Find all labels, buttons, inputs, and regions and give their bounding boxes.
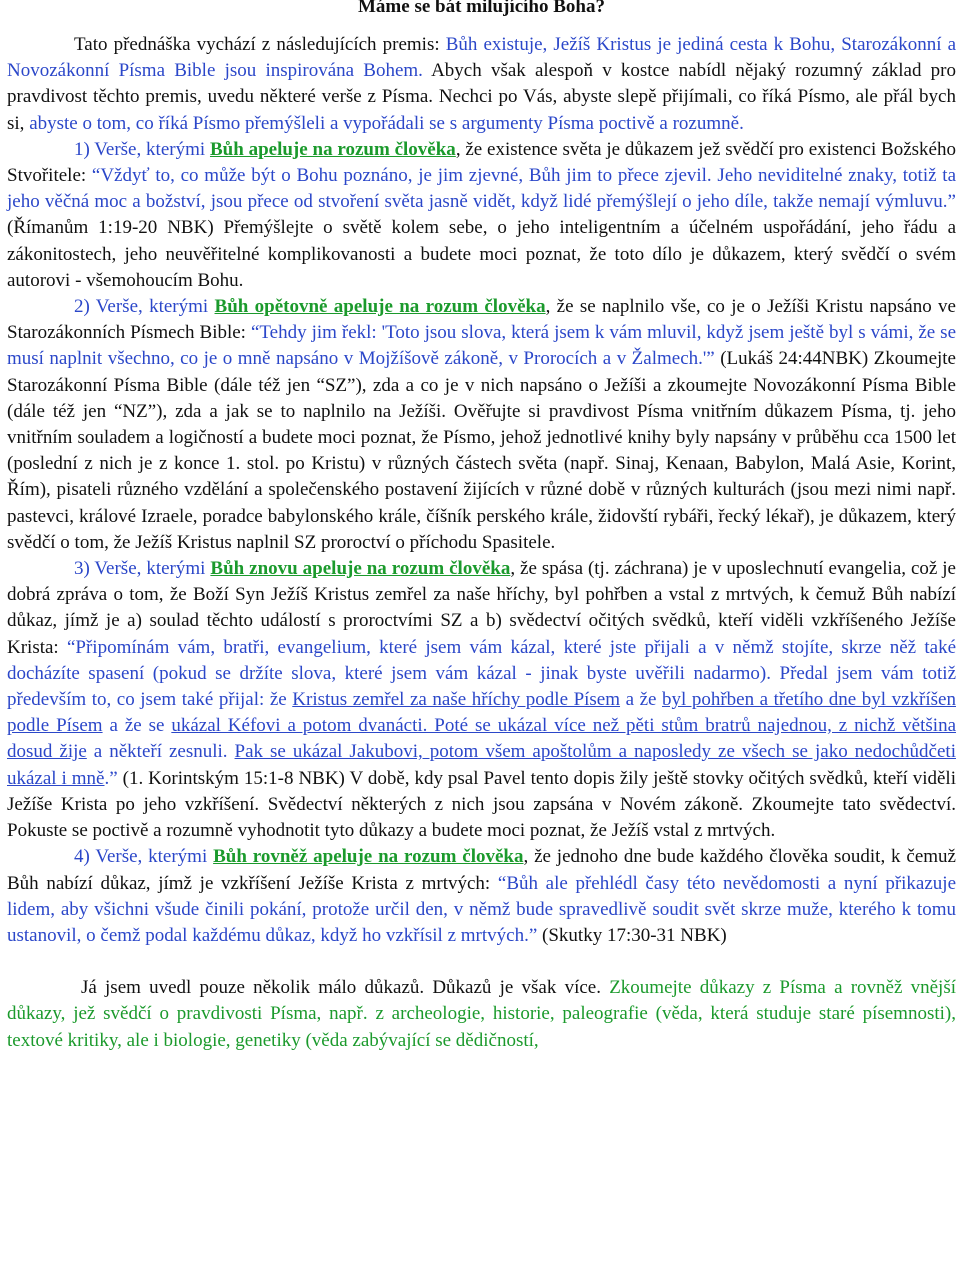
p3-quote-2: a že	[620, 689, 662, 711]
p4-quote: “Bůh ale přehlédl časy této nevědomosti a nyní přikazuje lidem, aby všichni všude činili pokání, protože určil den, v němž bude spravedlivě soudit svět skrze muže, kterého k tomu ustanovil, o čemž podal každému důkaz, když ho vzkřísil z mrtvých.”	[7, 872, 957, 946]
intro-paragraph	[7, 32, 956, 137]
p4-highlight: Bůh rovněž apeluje na rozum člověka	[213, 846, 524, 868]
p1-highlight: Bůh apeluje na rozum člověka	[209, 138, 456, 160]
p2-text: , že se naplnilo vše, co je o Ježíši Kristu napsáno ve Starozákonních Písmech Bible:	[7, 296, 956, 344]
p4-reference: (Skutky 17:30-31 NBK)	[537, 924, 727, 946]
p3-quote-end: .”	[104, 767, 118, 789]
p2-highlight: Bůh opětovně apeluje na rozum člověka	[214, 296, 546, 318]
p3-underline-4: Pak se ukázal Jakubovi, potom všem apoštolům a naposledy ze všech se jako nedochůdčeti ukázal i mně	[7, 741, 956, 789]
p3-quote-3: a že se	[102, 715, 172, 737]
p3-quote-4: a někteří zesnuli.	[86, 741, 235, 763]
paragraph-4	[7, 844, 956, 949]
intro-exhortation: abyste o tom, co říká Písmo přemýšleli a vypořádali se s argumenty Písma poctivě a rozumně.	[29, 112, 744, 134]
p3-highlight: Bůh znovu apeluje na rozum člověka	[210, 558, 511, 580]
p3-reference: (1. Korintským 15:1-8 NBK) V době, kdy psal Pavel tento dopis žily ještě stovky očitých svědků, kteří viděli Ježíše Krista po jeho vzkříšení. Svědectví některých z nich jsou zapsána v Novém zákoně. Zkoumejte tato svědectví. Pokuste se poctivě a rozumně vyhodnotit tyto důkazy a budete moci poznat, že Ježíš vstal z mrtvých.	[7, 767, 956, 842]
p1-quote: “Vždyť to, co může být o Bohu poznáno, je jim zjevné, Bůh jim to přece zjevil. Jeho neviditelné znaky, totiž ta jeho věčná moc a božství, jsou přece od stvoření světa jasně vidět, když lidé přemýšlejí o jeho díle, takže nemají výmluvu.”	[7, 165, 957, 213]
p4-lead: 4) Verše, kterými	[74, 846, 214, 868]
p1-lead: 1) Verše, kterými	[74, 138, 210, 160]
intro-premises: Bůh existuje, Ježíš Kristus je jediná cesta k Bohu, Starozákonní a Novozákonní Písma Bible jsou inspirována Bohem.	[7, 34, 956, 82]
p3-underline-1: Kristus zemřel za naše hříchy podle Písem	[292, 689, 621, 711]
p3-underline-2: byl pohřben a třetího dne byl vzkříšen podle Písem	[7, 689, 956, 737]
intro-text-1: Tato přednáška vychází z následujících premis:	[74, 34, 446, 55]
paragraph-3	[7, 556, 956, 844]
p1-reference: (Římanům 1:19-20 NBK) Přemýšlejte o světě kolem sebe, o jeho inteligentním a účelném uspořádání, jeho řádu a zákonitostech, jeho neuvěřitelné komplikovanosti a budete moci poznat, že toto dílo je důkazem, který svědčí o svém autorovi - všemohoucím Bohu.	[7, 217, 956, 291]
document-title: Máme se bát milujícího Boha?	[358, 0, 605, 17]
intro-text-2: Abych však alespoň v kostce nabídl nějaký rozumný základ pro pravdivost těchto premis, uvedu některé verše z Písma. Nechci po Vás, abyste slepě přijímali, co říká Písmo, ale přál bych si,	[7, 60, 957, 134]
paragraph-1	[7, 137, 956, 294]
p3-underline-3: ukázal Kéfovi a potom dvanácti. Poté se ukázal více než pěti stům bratrů najednou, z nichž většina dosud žije	[7, 715, 956, 763]
p4-text: , že jednoho dne bude každého člověka soudit, k čemuž Bůh nabízí důkaz, jímž je vzkříšení Ježíše Krista z mrtvých:	[7, 846, 956, 894]
p2-lead: 2) Verše, kterými	[74, 296, 215, 318]
paragraph-spacer	[7, 949, 956, 975]
closing-paragraph	[7, 975, 956, 1054]
closing-exhortation: Zkoumejte důkazy z Písma a rovněž vnější důkazy, jež svědčí o pravdivosti Písma, např. z archeologie, historie, paleografie (věda, která studuje staré písemnosti), textové kritiky, ale i biologie, genetiky (věda zabývající se dědičností,	[7, 977, 956, 1051]
p3-lead: 3) Verše, kterými	[74, 558, 211, 580]
closing-text: Já jsem uvedl pouze několik málo důkazů. Důkazů je však více.	[81, 977, 610, 999]
p3-text: , že spása (tj. záchrana) je v uposlechnutí evangelia, což je dobrá zpráva o tom, že Boží Syn Ježíš Kristus zemřel za naše hříchy, byl pohřben a vstal z mrtvých, k čemuž Bůh nabízí důkaz, jímž je a) soulad těchto událostí s proroctvími SZ a b) svědectví očitých svědků, kteří viděli vzkříšeného Ježíše Krista:	[7, 558, 956, 658]
p3-quote: “Připomínám vám, bratři, evangelium, které jsem vám kázal, které jste přijali a v němž stojíte, skrze něž také docházíte spasení (pokud se držíte slova, které jsem vám kázal - jinak byste uvěřili nadarmo). Předal jsem vám totiž především to, co jsem také přijal: že	[7, 636, 956, 711]
p1-text: , že existence světa je důkazem jež svědčí pro existenci Božského Stvořitele:	[7, 138, 956, 187]
p2-reference: (Lukáš 24:44NBK) Zkoumejte Starozákonní Písma Bible (dále též jen “SZ”), zda a co je v nich napsáno o Ježíši a zkoumejte Novozákonní Písma Bible (dále též jen “NZ”), zda a jak se to naplnilo na Ježíši. Ověřujte si pravdivost Písma vnitřním důkazem Písma, tj. jeho vnitřním souladem a logičností a budete moci poznat, že Písmo, jehož jednotlivé knihy byly napsány v průběhu cca 1500 let (poslední z nich je z konce 1. stol. po Kristu) v různých částech světa (např. Sinaj, Kenaan, Babylon, Malá Asie, Korint, Řím), pisateli různého vzdělání a společenského postavení žijících v různé době v různých kulturách (jsou mezi nimi např. pastevci, králové Izraele, poradce babylonského krále, číšník perského krále, židovští rybáři, řecký lékař), je důkazem, který svědčí o tom, že Ježíš Kristus naplnil SZ proroctví o příchodu Spasitele.	[7, 348, 956, 553]
p2-quote: “Tehdy jim řekl: 'Toto jsou slova, která jsem k vám mluvil, když jsem ještě byl s vámi, že se musí naplnit všechno, co je o mně napsáno v Mojžíšově zákoně, v Prorocích a v Žalmech.'”	[7, 322, 956, 370]
paragraph-2	[7, 294, 956, 556]
